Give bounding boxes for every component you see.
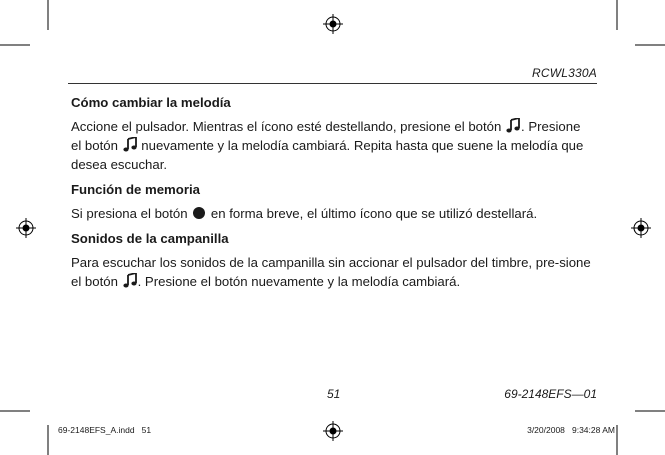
music-note-icon [123, 273, 137, 288]
manual-content [71, 93, 591, 297]
slug-timestamp: 3/20/2008 9:34:28 AM [527, 425, 615, 435]
section-body-melody: Accione el pulsador. Mientras el ícono esté destellando, presione el botón . Presione el botón nuevamente y la melodía cambiará. Repita hasta que suene la melodía que desea escuchar. [71, 119, 584, 172]
registration-mark-icon [631, 218, 651, 238]
document-number: 69-2148EFS—01 [504, 387, 597, 401]
slug-file: 69-2148EFS_A.indd 51 [58, 425, 152, 435]
header-rule [68, 83, 597, 84]
section-title-memory: Función de memoria [71, 182, 200, 197]
registration-mark-icon [16, 218, 36, 238]
music-note-icon [506, 118, 520, 133]
section-title-chime: Sonidos de la campanilla [71, 231, 229, 246]
section-title-melody: Cómo cambiar la melodía [71, 95, 231, 110]
registration-mark-icon [323, 14, 343, 34]
music-note-icon [123, 137, 137, 152]
filled-circle-icon [193, 207, 205, 219]
model-number: RCWL330A [532, 66, 597, 80]
section-body-memory: Si presiona el botón en forma breve, el último ícono que se utilizó destellará. [71, 206, 538, 221]
page-number: 51 [327, 387, 341, 401]
registration-mark-icon [323, 421, 343, 441]
section-body-chime: Para escuchar los sonidos de la campanilla sin accionar el pulsador del timbre, pre-sione el botón . Presione el botón nuevamente y la melodía cambiará. [71, 255, 591, 289]
